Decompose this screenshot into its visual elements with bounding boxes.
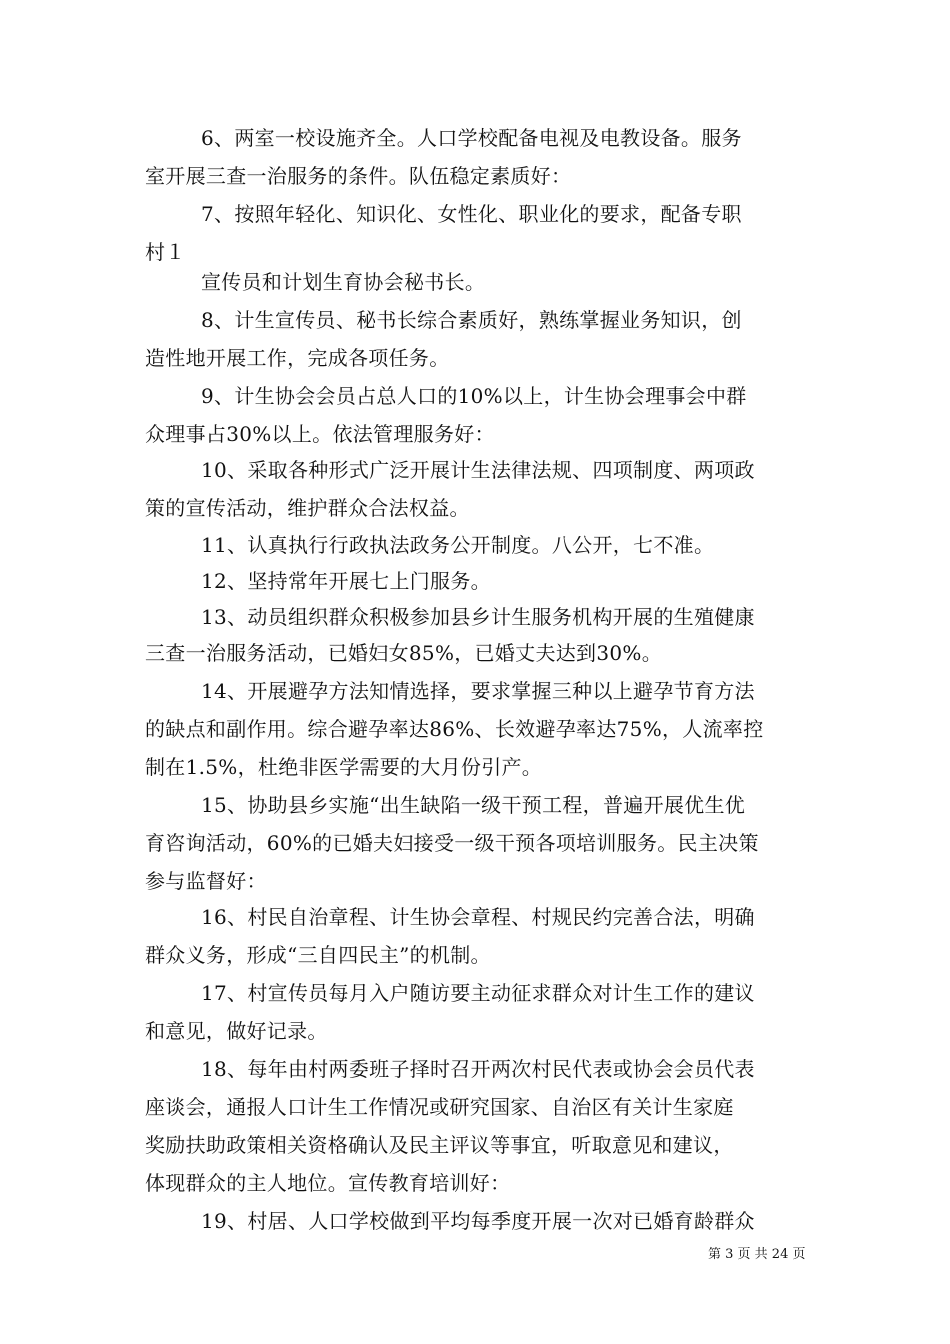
- paragraph-line: 的缺点和副作用。综合避孕率达86%、长效避孕率达75%，人流率控: [145, 717, 764, 741]
- page-number: 第 3 页 共 24 页: [708, 1247, 806, 1262]
- paragraph-line: 8、计生宣传员、秘书长综合素质好，熟练掌握业务知识，创: [201, 308, 742, 332]
- paragraph-line: 17、村宣传员每月入户随访要主动征求群众对计生工作的建议: [201, 981, 755, 1005]
- paragraph-line: 村１: [145, 240, 186, 264]
- paragraph-line: 宣传员和计划生育协会秘书长。: [201, 270, 486, 294]
- paragraph-line: 7、按照年轻化、知识化、女性化、职业化的要求，配备专职: [201, 202, 742, 226]
- paragraph-line: 6、两室一校设施齐全。人口学校配备电视及电教设备。服务: [201, 126, 742, 150]
- paragraph-line: 12、坚持常年开展七上门服务。: [201, 569, 491, 593]
- paragraph-line: 15、协助县乡实施“出生缺陷一级干预工程，普遍开展优生优: [201, 793, 746, 817]
- paragraph-line: 19、村居、人口学校做到平均每季度开展一次对已婚育龄群众: [201, 1209, 755, 1233]
- paragraph-line: 制在1.5%，杜绝非医学需要的大月份引产。: [145, 755, 543, 779]
- paragraph-line: 和意见，做好记录。: [145, 1019, 328, 1043]
- paragraph-line: 育咨询活动，60%的已婚夫妇接受一级干预各项培训服务。民主决策: [145, 831, 759, 855]
- paragraph-line: 13、动员组织群众积极参加县乡计生服务机构开展的生殖健康: [201, 605, 755, 629]
- paragraph-line: 策的宣传活动，维护群众合法权益。: [145, 496, 470, 520]
- paragraph-line: 座谈会，通报人口计生工作情况或研究国家、自治区有关计生家庭: [145, 1095, 734, 1119]
- paragraph-line: 参与监督好：: [145, 869, 267, 893]
- paragraph-line: 奖励扶助政策相关资格确认及民主评议等事宜，听取意见和建议，: [145, 1133, 734, 1157]
- paragraph-line: 众理事占30%以上。依法管理服务好：: [145, 422, 495, 446]
- paragraph-line: 14、开展避孕方法知情选择，要求掌握三种以上避孕节育方法: [201, 679, 755, 703]
- paragraph-line: 体现群众的主人地位。宣传教育培训好：: [145, 1171, 511, 1195]
- paragraph-line: 16、村民自治章程、计生协会章程、村规民约完善合法，明确: [201, 905, 755, 929]
- paragraph-line: 18、每年由村两委班子择时召开两次村民代表或协会会员代表: [201, 1057, 755, 1081]
- paragraph-line: 9、计生协会会员占总人口的10%以上，计生协会理事会中群: [201, 384, 747, 408]
- paragraph-line: 室开展三查一治服务的条件。队伍稳定素质好：: [145, 164, 572, 188]
- paragraph-line: 造性地开展工作，完成各项任务。: [145, 346, 450, 370]
- paragraph-line: 群众义务，形成“三自四民主”的机制。: [145, 943, 491, 967]
- paragraph-line: 10、采取各种形式广泛开展计生法律法规、四项制度、两项政: [201, 458, 755, 482]
- paragraph-line: 11、认真执行行政执法政务公开制度。八公开，七不准。: [201, 533, 715, 557]
- paragraph-line: 三查一治服务活动，已婚妇女85%，已婚丈夫达到30%。: [145, 641, 663, 665]
